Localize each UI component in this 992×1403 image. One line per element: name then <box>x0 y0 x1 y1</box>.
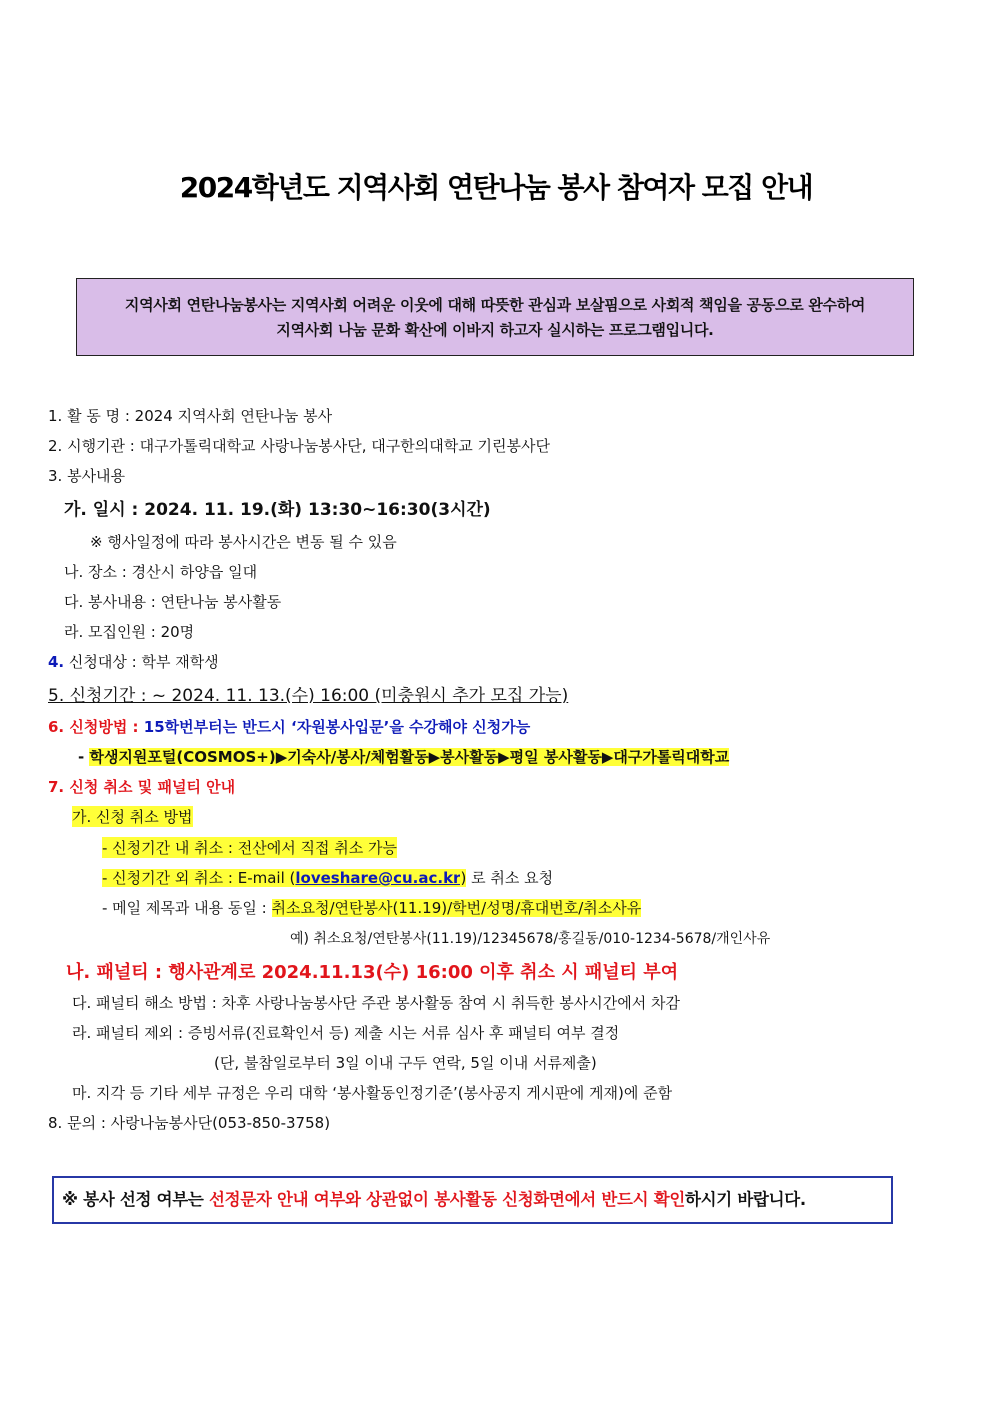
item-other-rules: 마. 지각 등 기타 세부 규정은 우리 대학 ‘봉사활동인정기준’(봉사공지 게시판에 게재)에 준함 <box>72 1084 673 1102</box>
notice-highlight: 선정문자 안내 여부와 상관없이 봉사활동 신청화면에서 반드시 확인 <box>209 1190 686 1209</box>
mail-format-label: - 메일 제목과 내용 동일 : <box>102 899 272 917</box>
item-method-path <box>78 746 729 767</box>
item-date-note: ※ 행사일정에 따라 봉사시간은 변동 될 수 있음 <box>90 533 397 551</box>
notice-prefix: ※ 봉사 선정 여부는 <box>62 1190 209 1209</box>
item-recruits: 라. 모집인원 : 20명 <box>64 623 195 641</box>
intro-line-2: 지역사회 나눔 문화 확산에 이바지 하고자 실시하는 프로그램입니다. <box>276 321 714 339</box>
item-place: 나. 장소 : 경산시 하양읍 일대 <box>64 563 258 581</box>
cancel-email-link[interactable]: loveshare@cu.ac.kr <box>295 869 461 887</box>
item-contact: 8. 문의 : 사랑나눔봉사단(053-850-3758) <box>48 1114 331 1132</box>
item-penalty-release: 다. 패널티 해소 방법 : 차후 사랑나눔봉사단 주관 봉사활동 참여 시 취득한 봉사시간에서 차감 <box>72 994 680 1012</box>
item-date: 가. 일시 : 2024. 11. 19.(화) 13:30~16:30(3시간) <box>64 500 491 520</box>
item-method-path-text: 학생지원포털(COSMOS+)▶기숙사/봉사/체험활동▶봉사활동▶평일 봉사활동▶대구가톨릭대학교 <box>89 748 730 766</box>
item-target-number: 4. <box>48 653 65 671</box>
mail-format-value: 취소요청/연탄봉사(11.19)/학번/성명/휴대번호/취소사유 <box>271 899 642 917</box>
item-penalty: 나. 패널티 : 행사관계로 2024.11.13(수) 16:00 이후 취소 시 패널티 부여 <box>66 962 679 983</box>
item-mail-format <box>102 897 641 918</box>
item-cancel-method: 가. 신청 취소 방법 <box>72 808 193 826</box>
item-cancel-out-period <box>102 867 553 888</box>
item-period: 5. 신청기간 : ~ 2024. 11. 13.(수) 16:00 (미충원시 추가 모집 가능) <box>48 686 569 706</box>
cancel-out-suffix: ) <box>460 869 467 887</box>
item-cancel-header: 7. 신청 취소 및 패널티 안내 <box>48 778 236 796</box>
intro-line-1: 지역사회 연탄나눔봉사는 지역사회 어려운 이웃에 대해 따뜻한 관심과 보살핌으로 사회적 책임을 공동으로 완수하여 <box>124 296 866 314</box>
item-work: 다. 봉사내용 : 연탄나눔 봉사활동 <box>64 593 282 611</box>
item-penalty-exempt: 라. 패널티 제외 : 증빙서류(진료확인서 등) 제출 시는 서류 심사 후 패널티 여부 결정 <box>72 1024 620 1042</box>
item-method-path-dash: - <box>78 748 90 766</box>
item-cancel-in-period: - 신청기간 내 취소 : 전산에서 직접 취소 가능 <box>102 839 397 857</box>
item-organizers: 2. 시행기관 : 대구가톨릭대학교 사랑나눔봉사단, 대구한의대학교 기린봉사단 <box>48 437 550 455</box>
item-activity-name: 1. 활 동 명 : 2024 지역사회 연탄나눔 봉사 <box>48 407 333 425</box>
item-method-label: 6. 신청방법 : <box>48 718 144 736</box>
notice-suffix: 하시기 바랍니다. <box>685 1190 806 1209</box>
cancel-out-tail: 로 취소 요청 <box>466 869 554 887</box>
notice-box <box>52 1176 893 1224</box>
intro-box <box>76 278 914 356</box>
cancel-out-prefix: - 신청기간 외 취소 : E-mail ( <box>102 869 296 887</box>
item-content-header: 3. 봉사내용 <box>48 467 126 485</box>
item-penalty-exempt-note: (단, 불참일로부터 3일 이내 구두 연락, 5일 이내 서류제출) <box>214 1054 597 1072</box>
item-target-text: 신청대상 : 학부 재학생 <box>64 653 219 671</box>
item-method <box>48 716 530 737</box>
item-mail-example: 예) 취소요청/연탄봉사(11.19)/12345678/홍길동/010-1234-5678/개인사유 <box>290 931 771 947</box>
item-target <box>48 651 219 672</box>
item-method-text: 15학번부터는 반드시 ‘자원봉사입문’을 수강해야 신청가능 <box>143 718 531 736</box>
page-title: 2024학년도 지역사회 연탄나눔 봉사 참여자 모집 안내 <box>179 171 813 204</box>
